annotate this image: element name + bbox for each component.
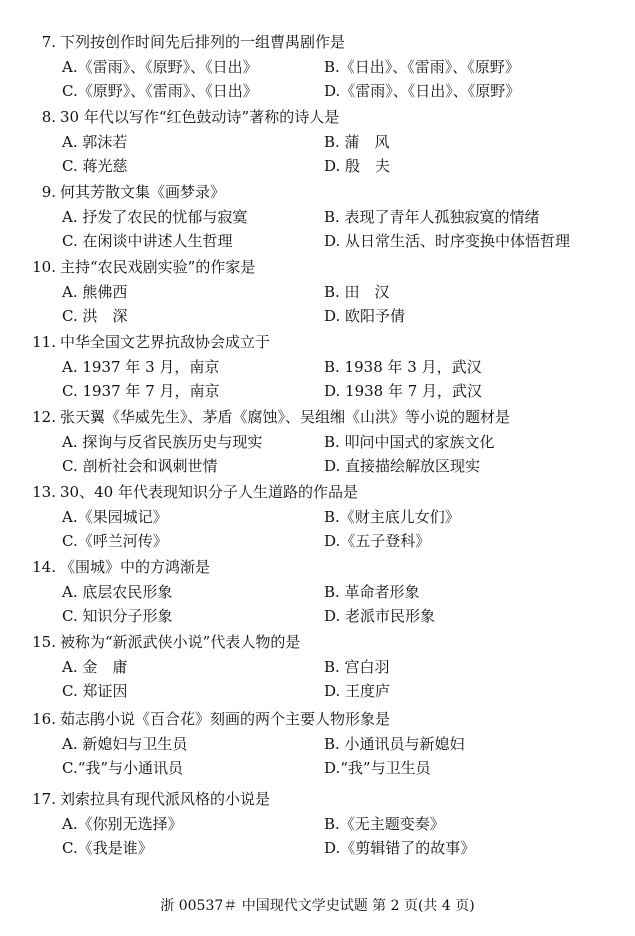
question-text: 《围城》中的方鸿渐是 <box>60 558 211 576</box>
question-16 <box>24 707 614 780</box>
option-a: A.《你别无选择》 <box>62 815 183 833</box>
option-c: C. 郑证因 <box>62 682 128 700</box>
option-c: C. 洪 深 <box>62 307 128 325</box>
question-text: 刘索拉具有现代派风格的小说是 <box>60 790 271 808</box>
option-a: A. 新媳妇与卫生员 <box>62 735 188 753</box>
question-number: 12. <box>32 408 56 426</box>
option-d: D.《五子登科》 <box>324 532 431 550</box>
option-b: B.《无主题变奏》 <box>324 815 445 833</box>
option-b: B.《日出》、《雷雨》、《原野》 <box>324 58 520 76</box>
question-15 <box>24 630 614 703</box>
option-a: A.《果园城记》 <box>62 508 168 526</box>
option-a: A.《雷雨》、《原野》、《日出》 <box>62 58 258 76</box>
option-b: B. 田 汉 <box>324 283 390 301</box>
option-c: C. 剖析社会和讽刺世情 <box>62 457 218 475</box>
option-c: C.《呼兰河传》 <box>62 532 168 550</box>
question-stem <box>24 180 614 205</box>
option-d: D. 直接描绘解放区现实 <box>324 457 481 475</box>
question-17 <box>24 787 614 860</box>
question-number: 8. <box>41 108 56 126</box>
question-number: 13. <box>32 483 56 501</box>
question-stem <box>24 630 614 655</box>
option-a: A. 底层农民形象 <box>62 583 173 601</box>
question-stem <box>24 405 614 430</box>
question-10 <box>24 255 614 328</box>
question-8 <box>24 105 614 178</box>
option-b: B. 革命者形象 <box>324 583 420 601</box>
question-stem <box>24 707 614 732</box>
question-14 <box>24 555 614 628</box>
question-number: 10. <box>32 258 56 276</box>
option-a: A. 1937 年 3 月，南京 <box>62 358 220 376</box>
question-number: 17. <box>32 790 56 808</box>
option-a: A. 金 庸 <box>62 658 128 676</box>
option-d: D.“我”与卫生员 <box>324 759 431 777</box>
option-d: D. 殷 夫 <box>324 157 391 175</box>
question-text: 30 年代以写作“红色鼓动诗”著称的诗人是 <box>60 108 340 126</box>
question-text: 主持“农民戏剧实验”的作家是 <box>60 258 256 276</box>
option-a: A. 探询与反省民族历史与现实 <box>62 433 263 451</box>
option-d: D.《剪辑错了的故事》 <box>324 839 476 857</box>
option-c: C. 在闲谈中讲述人生哲理 <box>62 232 233 250</box>
question-number: 16. <box>32 710 56 728</box>
page-footer: 浙 00537＃ 中国现代文学史试题 第 2 页(共 4 页) <box>160 898 475 914</box>
question-number: 14. <box>32 558 56 576</box>
option-b: B. 叩问中国式的家族文化 <box>324 433 495 451</box>
question-7 <box>24 30 614 103</box>
question-stem <box>24 30 614 55</box>
question-stem <box>24 787 614 812</box>
option-c: C.《我是谁》 <box>62 839 153 857</box>
option-c: C.《原野》、《雷雨》、《日出》 <box>62 82 258 100</box>
option-d: D. 从日常生活、时序变换中体悟哲理 <box>324 232 571 250</box>
option-a: A. 郭沫若 <box>62 133 128 151</box>
option-d: D. 老派市民形象 <box>324 607 436 625</box>
question-text: 张天翼《华威先生》、茅盾《腐蚀》、吴组缃《山洪》等小说的题材是 <box>60 408 511 426</box>
option-c: C. 蒋光慈 <box>62 157 128 175</box>
option-a: A. 抒发了农民的忧郁与寂寞 <box>62 208 248 226</box>
question-stem <box>24 255 614 280</box>
option-b: B. 表现了青年人孤独寂寞的情绪 <box>324 208 540 226</box>
question-stem <box>24 330 614 355</box>
option-c: C. 1937 年 7 月，南京 <box>62 382 220 400</box>
option-c: C.“我”与小通讯员 <box>62 759 184 777</box>
question-text: 中华全国文艺界抗敌协会成立于 <box>60 333 271 351</box>
question-number: 7. <box>41 33 56 51</box>
question-9 <box>24 180 614 253</box>
question-text: 30、40 年代表现知识分子人生道路的作品是 <box>60 483 358 501</box>
option-d: D.《雷雨》、《日出》、《原野》 <box>324 82 521 100</box>
option-a: A. 熊佛西 <box>62 283 128 301</box>
question-text: 茹志鹃小说《百合花》刻画的两个主要人物形象是 <box>60 710 391 728</box>
question-stem <box>24 555 614 580</box>
option-b: B. 小通讯员与新媳妇 <box>324 735 465 753</box>
question-12 <box>24 405 614 478</box>
question-stem <box>24 480 614 505</box>
question-text: 下列按创作时间先后排列的一组曹禺剧作是 <box>60 33 346 51</box>
option-b: B. 1938 年 3 月，武汉 <box>324 358 482 376</box>
question-text: 被称为“新派武侠小说”代表人物的是 <box>60 633 301 651</box>
question-13 <box>24 480 614 553</box>
option-b: B.《财主底儿女们》 <box>324 508 460 526</box>
question-number: 9. <box>41 183 56 201</box>
option-b: B. 宫白羽 <box>324 658 390 676</box>
option-c: C. 知识分子形象 <box>62 607 173 625</box>
option-d: D. 1938 年 7 月，武汉 <box>324 382 483 400</box>
option-d: D. 王度庐 <box>324 682 391 700</box>
question-text: 何其芳散文集《画梦录》 <box>60 183 226 201</box>
option-b: B. 蒲 风 <box>324 133 390 151</box>
question-11 <box>24 330 614 403</box>
question-number: 11. <box>32 333 56 351</box>
question-stem <box>24 105 614 130</box>
question-number: 15. <box>32 633 56 651</box>
option-d: D. 欧阳予倩 <box>324 307 406 325</box>
